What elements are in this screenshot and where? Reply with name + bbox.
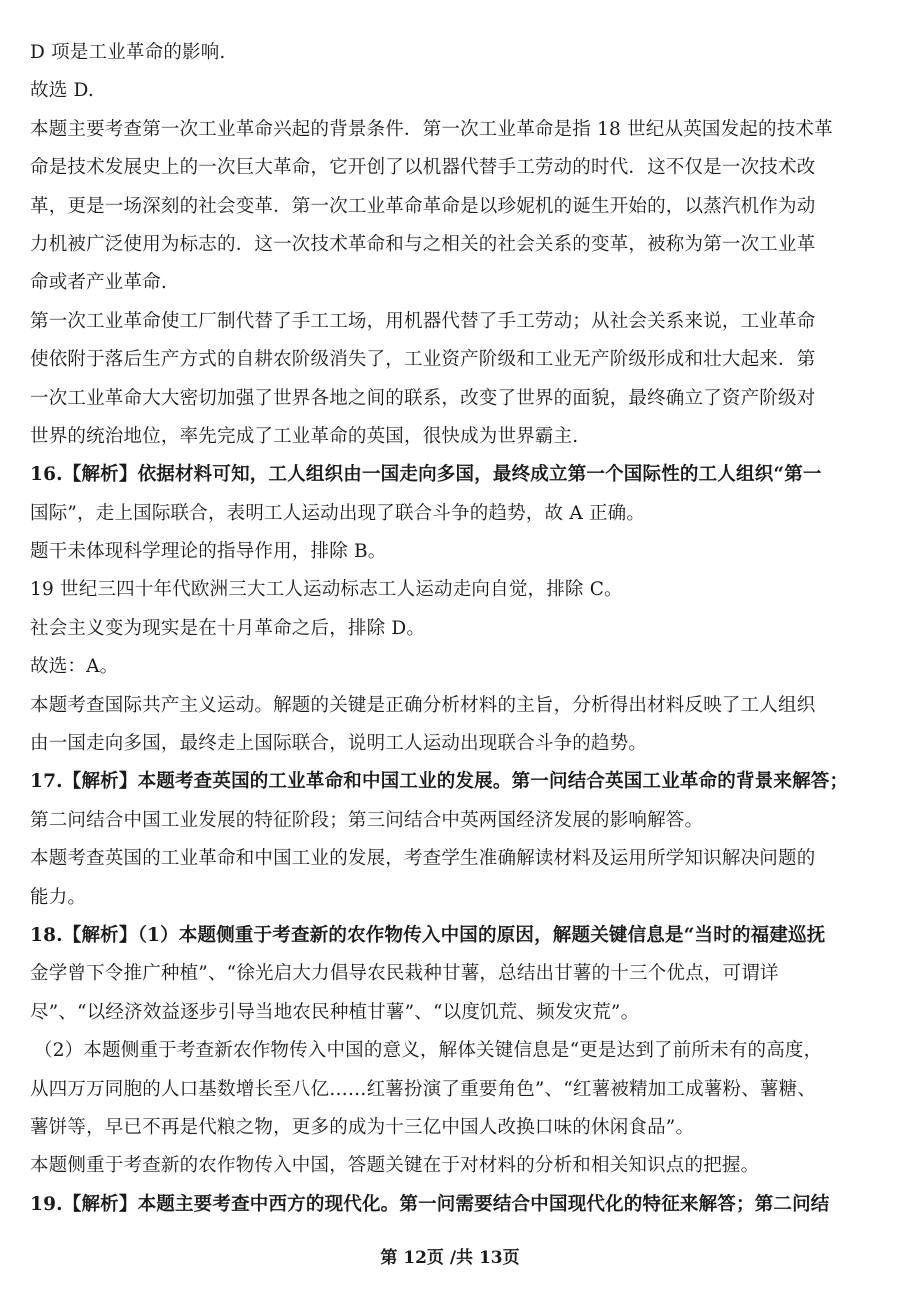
text-line: 革，更是一场深刻的社会变革．第一次工业革命革命是以珍妮机的诞生开始的，以蒸汽机作为动 <box>30 195 816 217</box>
text-line: 第一次工业革命使工厂制代替了手工工场，用机器代替了手工劳动；从社会关系来说，工业革命 <box>30 310 816 332</box>
text-line: 尽”、“以经济效益逐步引导当地农民种植甘薯”、“以度饥荒、频发灾荒”。 <box>30 1001 640 1023</box>
text-line: 命或者产业革命. <box>30 272 167 294</box>
text-line: 金学曾下令推广种植”、“徐光启大力倡导农民栽种甘薯，总结出甘薯的十三个优点，可谓详 <box>30 963 779 985</box>
page-number: 第 12页 /共 13页 <box>380 1248 520 1268</box>
answer-17-heading: 17.【解析】本题考查英国的工业革命和中国工业的发展。第一问结合英国工业革命的背景来解答； <box>30 771 849 793</box>
text-line: 19 世纪三四十年代欧洲三大工人运动标志工人运动走向自觉，排除 C。 <box>30 579 623 601</box>
document-body <box>30 34 872 1224</box>
text-line: 使依附于落后生产方式的自耕农阶级消失了，工业资产阶级和工业无产阶级形成和壮大起来．第 <box>30 349 816 371</box>
text-line: 题干未体现科学理论的指导作用，排除 B。 <box>30 541 387 563</box>
text-line: 薯饼等，早已不再是代粮之物，更多的成为十三亿中国人改换口味的休闲食品”。 <box>30 1116 695 1138</box>
text-line: 本题考查英国的工业革命和中国工业的发展，考查学生准确解读材料及运用所学知识解决问题的 <box>30 848 816 870</box>
text-line: 社会主义变为现实是在十月革命之后，排除 D。 <box>30 617 426 639</box>
text-line: 力机被广泛使用为标志的．这一次技术革命和与之相关的社会关系的变革，被称为第一次工业革 <box>30 233 816 255</box>
answer-18-heading: 18.【解析】（1）本题侧重于考查新的农作物传入中国的原因，解题关键信息是“当时的福建巡抚 <box>30 924 826 946</box>
text-line: 本题侧重于考查新的农作物传入中国，答题关键在于对材料的分析和相关知识点的把握。 <box>30 1155 760 1177</box>
text-line: 第二问结合中国工业发展的特征阶段；第三问结合中英两国经济发展的影响解答。 <box>30 809 704 831</box>
answer-19-heading: 19.【解析】本题主要考查中西方的现代化。第一问需要结合中国现代化的特征来解答；第二问结 <box>30 1193 830 1215</box>
text-line: 本题考查国际共产主义运动。解题的关键是正确分析材料的主旨，分析得出材料反映了工人组织 <box>30 694 816 716</box>
text-line: 由一国走向多国，最终走上国际联合，说明工人运动出现联合斗争的趋势。 <box>30 733 648 755</box>
text-line: 国际”，走上国际联合，表明工人运动出现了联合斗争的趋势，故 A 正确。 <box>30 502 646 524</box>
text-line: 一次工业革命大大密切加强了世界各地之间的联系，改变了世界的面貌，最终确立了资产阶级对 <box>30 387 816 409</box>
text-line: 故选：A。 <box>30 656 119 678</box>
text-line: 从四万万同胞的人口基数增长至八亿……红薯扮演了重要角色”、“红薯被精加工成薯粉、薯糖、 <box>30 1078 817 1100</box>
text-line: D 项是工业革命的影响. <box>30 42 226 63</box>
text-line: （2）本题侧重于考查新农作物传入中国的意义，解体关键信息是“更是达到了前所未有的高度， <box>34 1040 823 1062</box>
answer-16-heading: 16.【解析】依据材料可知，工人组织由一国走向多国，最终成立第一个国际性的工人组织“第一 <box>30 464 822 486</box>
text-line: 故选 D. <box>30 80 94 102</box>
text-line: 本题主要考查第一次工业革命兴起的背景条件．第一次工业革命是指 18 世纪从英国发起的技术革 <box>30 118 833 140</box>
text-line: 能力。 <box>30 886 87 908</box>
text-line: 世界的统治地位，率先完成了工业革命的英国，很快成为世界霸主. <box>30 425 579 447</box>
text-line: 命是技术发展史上的一次巨大革命，它开创了以机器代替手工劳动的时代．这不仅是一次技术改 <box>30 157 816 179</box>
